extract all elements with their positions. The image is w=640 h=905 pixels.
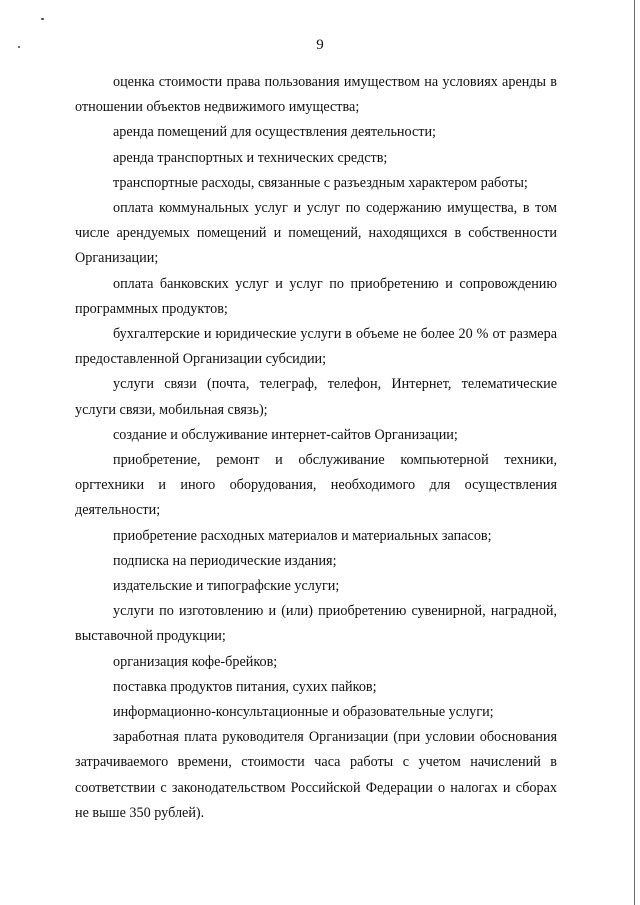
- list-paragraph: заработная плата руководителя Организации (при условии обоснования затрачиваемого времени, стоимости часа работы с учетом начислений в соответствии с законодательством Российской Федерации о налогах и сборах не выше 350 рублей).: [75, 729, 557, 821]
- list-paragraph: организация кофе-брейков;: [113, 653, 278, 670]
- scan-speck: [41, 18, 44, 20]
- list-paragraph: оплата банковских услуг и услуг по приобретению и сопровождению программных продуктов;: [75, 275, 557, 317]
- list-paragraph: приобретение, ремонт и обслуживание компьютерной техники, оргтехники и иного оборудования, необходимого для осуществления деятельности;: [75, 452, 557, 519]
- document-body: [75, 70, 557, 826]
- page-number: 9: [316, 37, 324, 53]
- list-paragraph: транспортные расходы, связанные с разъездным характером работы;: [113, 174, 528, 191]
- list-paragraph: услуги связи (почта, телеграф, телефон, Интернет, телематические услуги связи, мобильная связь);: [75, 376, 557, 418]
- list-paragraph: создание и обслуживание интернет-сайтов Организации;: [113, 426, 458, 443]
- list-paragraph: оплата коммунальных услуг и услуг по содержанию имущества, в том числе арендуемых помещений и помещений, находящихся в собственности Организации;: [75, 200, 557, 267]
- list-paragraph: приобретение расходных материалов и материальных запасов;: [113, 527, 492, 544]
- list-paragraph: аренда транспортных и технических средств;: [113, 149, 388, 166]
- list-paragraph: поставка продуктов питания, сухих пайков;: [113, 678, 377, 695]
- list-paragraph: информационно-консультационные и образовательные услуги;: [113, 704, 494, 721]
- page-edge-line: [634, 0, 635, 905]
- list-paragraph: услуги по изготовлению и (или) приобретению сувенирной, наградной, выставочной продукции;: [75, 603, 557, 645]
- list-paragraph: оценка стоимости права пользования имуществом на условиях аренды в отношении объектов недвижимого имущества;: [75, 74, 557, 116]
- list-paragraph: издательские и типографские услуги;: [113, 578, 340, 595]
- list-paragraph: бухгалтерские и юридические услуги в объеме не более 20 % от размера предоставленной Организации субсидии;: [75, 326, 557, 368]
- list-paragraph: аренда помещений для осуществления деятельности;: [113, 124, 436, 141]
- list-paragraph: подписка на периодические издания;: [113, 552, 337, 569]
